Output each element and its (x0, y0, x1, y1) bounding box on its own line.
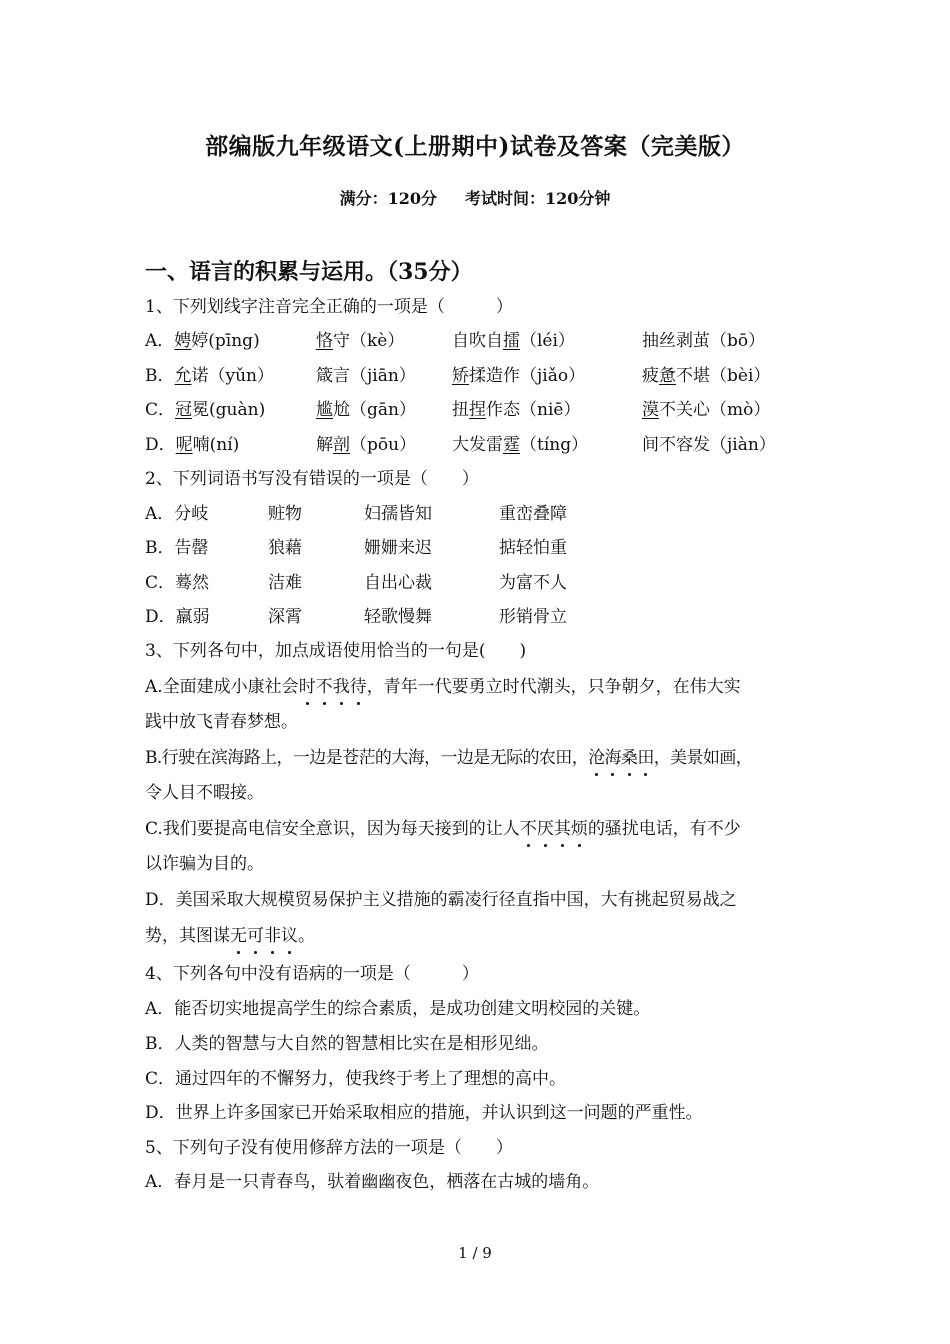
emphasis-char: 其 (553, 819, 571, 839)
question-3-stem: 3、下列各句中，加点成语使用恰当的一句是( ) (145, 641, 527, 661)
q1-option-c-2: 尴尬（gān） (316, 400, 416, 420)
q2-option-c-4: 为富不人 (499, 573, 567, 593)
q1-option-c-4: 漠不关心（mò） (642, 400, 771, 420)
q3-option-d-line-1: D．美国采取大规模贸易保护主义措施的霸凌行径直指中国，大有挑起贸易战之 (145, 890, 737, 910)
emphasis-char: 田 (637, 748, 654, 768)
q2-option-c-1: C．蓦然 (145, 573, 210, 593)
q1-option-a-4: 抽丝剥茧（bō） (642, 331, 766, 351)
emphasis-char: 沧 (588, 748, 605, 768)
q2-option-b-2: 狼藉 (268, 538, 302, 558)
q2-option-d-1: D．羸弱 (145, 607, 210, 627)
emphasis-char: 桑 (620, 748, 638, 768)
q2-option-d-2: 深霄 (268, 607, 302, 627)
q2-option-c-2: 洁难 (268, 573, 302, 593)
q3-option-a-line-1: A.全面建成小康社会时不我待，青年一代要勇立时代潮头，只争朝夕，在伟大实 (145, 677, 741, 697)
q2-option-b-1: B．告罄 (145, 538, 209, 558)
q1-option-a-1: A．娉婷(pīng) (145, 331, 260, 351)
q2-option-d-4: 形销骨立 (499, 607, 567, 627)
question-1-stem: 1、下列划线字注音完全正确的一项是（ ） (145, 297, 513, 317)
q1-option-b-2: 箴言（jiān） (316, 366, 416, 386)
q2-option-a-3: 妇孺皆知 (364, 504, 432, 524)
q2-option-a-1: A．分岐 (145, 504, 209, 524)
q4-option-d: D．世界上许多国家已开始采取相应的措施，并认识到这一问题的严重性。 (145, 1103, 703, 1123)
question-2-stem: 2、下列词语书写没有错误的一项是（ ） (145, 469, 479, 489)
dotted-idiom (588, 748, 654, 768)
exam-time: 考试时间：120分钟 (465, 189, 611, 208)
q1-option-c-1: C．冠冕(guàn) (145, 400, 266, 420)
page-number: 1 / 9 (458, 1244, 492, 1262)
emphasis-char: 无 (230, 926, 247, 946)
question-5-stem: 5、下列句子没有使用修辞方法的一项是（ ） (145, 1138, 513, 1158)
q1-option-d-2: 解剖（pōu） (316, 435, 417, 455)
emphasis-char: 海 (604, 748, 621, 768)
question-4-stem: 4、下列各句中没有语病的一项是（ ） (145, 964, 479, 984)
q1-option-d-1: D．呢喃(ní) (145, 435, 240, 455)
q1-option-c-3: 扭捏作态（niē） (452, 400, 581, 420)
emphasis-char: 非 (264, 926, 281, 946)
q1-option-a-2: 恪守（kè） (316, 331, 405, 351)
dotted-idiom (520, 819, 588, 839)
q2-option-b-3: 姗姗来迟 (364, 538, 432, 558)
q2-option-d-3: 轻歌慢舞 (364, 607, 432, 627)
q4-option-a: A．能否切实地提高学生的综合素质，是成功创建文明校园的关键。 (145, 999, 651, 1019)
q1-option-b-3: 矫揉造作（jiǎo） (452, 366, 586, 386)
q4-option-b: B．人类的智慧与大自然的智慧相比实在是相形见绌。 (145, 1034, 549, 1054)
q1-option-a-3: 自吹自擂（léi） (452, 331, 575, 351)
q1-option-b-1: B．允诺（yǔn） (145, 366, 275, 386)
emphasis-char: 我 (332, 677, 350, 697)
q3-option-b-line-1: B.行驶在滨海路上，一边是苍茫的大海，一边是无际的农田，沧海桑田，美景如画， (145, 748, 753, 768)
q2-option-a-2: 赃物 (268, 504, 302, 524)
q3-option-a-line-2: 践中放飞青春梦想。 (145, 712, 298, 732)
q5-option-a: A．春月是一只青春鸟，驮着幽幽夜色，栖落在古城的墙角。 (145, 1172, 600, 1192)
emphasis-char: 厌 (536, 819, 554, 839)
section-heading: 一、语言的积累与运用。（35分） (145, 259, 473, 285)
emphasis-char: 烦 (570, 819, 588, 839)
dotted-idiom (230, 926, 298, 946)
q1-option-b-4: 疲惫不堪（bèi） (642, 366, 771, 386)
q4-option-c: C．通过四年的不懈努力，使我终于考上了理想的高中。 (145, 1069, 567, 1089)
q1-option-d-4: 间不容发（jiàn） (642, 435, 776, 455)
emphasis-char: 不 (519, 819, 537, 839)
emphasis-char: 不 (315, 677, 333, 697)
emphasis-char: 待 (349, 677, 367, 697)
emphasis-char: 可 (247, 926, 264, 946)
page-title: 部编版九年级语文(上册期中)试卷及答案（完美版） (205, 133, 745, 160)
q1-option-d-3: 大发雷霆（tíng） (452, 435, 589, 455)
q2-option-c-3: 自出心裁 (364, 573, 432, 593)
full-score: 满分：120分 (339, 189, 437, 208)
q3-option-d-line-2: 势，其图谋无可非议。 (145, 926, 315, 946)
q2-option-a-4: 重峦叠障 (499, 504, 567, 524)
emphasis-char: 议 (281, 926, 298, 946)
q2-option-b-4: 掂轻怕重 (499, 538, 567, 558)
q3-option-b-line-2: 令人目不暇接。 (145, 783, 264, 803)
q3-option-c-line-2: 以诈骗为目的。 (145, 854, 264, 874)
exam-info (0, 186, 950, 209)
dotted-idiom (299, 677, 367, 697)
q3-option-c-line-1: C.我们要提高电信安全意识，因为每天接到的让人不厌其烦的骚扰电话，有不少 (145, 819, 741, 839)
emphasis-char: 时 (298, 677, 316, 697)
